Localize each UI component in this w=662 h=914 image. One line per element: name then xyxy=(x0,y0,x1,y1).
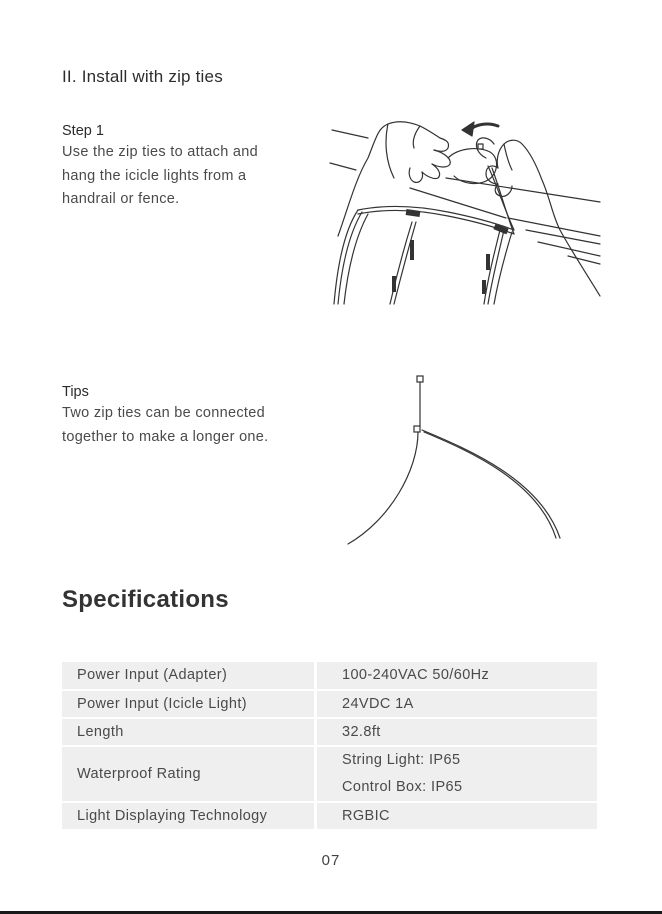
step-1-line: hang the icicle lights from a xyxy=(62,167,247,184)
spec-value-cell xyxy=(317,719,597,745)
step-1-heading: Step 1 xyxy=(62,123,104,139)
page-number: 07 xyxy=(321,852,341,869)
step-1-block xyxy=(62,121,312,212)
spec-label-cell xyxy=(62,691,314,717)
spec-label-cell xyxy=(62,747,314,801)
tips-line: together to make a longer one. xyxy=(62,428,269,445)
spec-row xyxy=(62,662,597,689)
spec-value-cell xyxy=(317,662,597,689)
spec-value: String Light: IP65 xyxy=(342,752,461,768)
spec-label-cell xyxy=(62,662,314,689)
tips-block xyxy=(62,382,322,449)
zip-tie-handrail-illustration xyxy=(328,118,603,308)
spec-label: Length xyxy=(77,723,124,740)
specifications-title: Specifications xyxy=(62,586,229,613)
spec-row xyxy=(62,719,597,745)
section-title: II. Install with zip ties xyxy=(62,67,223,86)
spec-value: RGBIC xyxy=(342,807,390,824)
step-1-line: handrail or fence. xyxy=(62,191,180,207)
spec-label-cell xyxy=(62,803,314,829)
spec-value-cell xyxy=(317,803,597,829)
spec-label: Waterproof Rating xyxy=(77,765,201,782)
connected-zip-ties-illustration xyxy=(340,370,570,550)
spec-value-cell xyxy=(317,691,597,717)
specifications-table xyxy=(62,662,597,831)
spec-label: Power Input (Adapter) xyxy=(77,667,228,683)
spec-row xyxy=(62,747,597,801)
spec-value-cell xyxy=(317,747,597,801)
spec-label: Light Displaying Technology xyxy=(77,807,268,824)
spec-label: Power Input (Icicle Light) xyxy=(77,695,247,712)
spec-row xyxy=(62,803,597,829)
spec-value: Control Box: IP65 xyxy=(342,779,463,795)
tips-line: Two zip ties can be connected xyxy=(62,405,265,421)
spec-value: 24VDC 1A xyxy=(342,695,414,712)
spec-value: 100-240VAC 50/60Hz xyxy=(342,667,490,683)
step-1-text xyxy=(62,141,312,212)
tips-text xyxy=(62,402,322,449)
step-1-line: Use the zip ties to attach and xyxy=(62,144,258,160)
tips-heading: Tips xyxy=(62,384,89,400)
spec-value: 32.8ft xyxy=(342,723,381,740)
spec-label-cell xyxy=(62,719,314,745)
spec-row xyxy=(62,691,597,717)
